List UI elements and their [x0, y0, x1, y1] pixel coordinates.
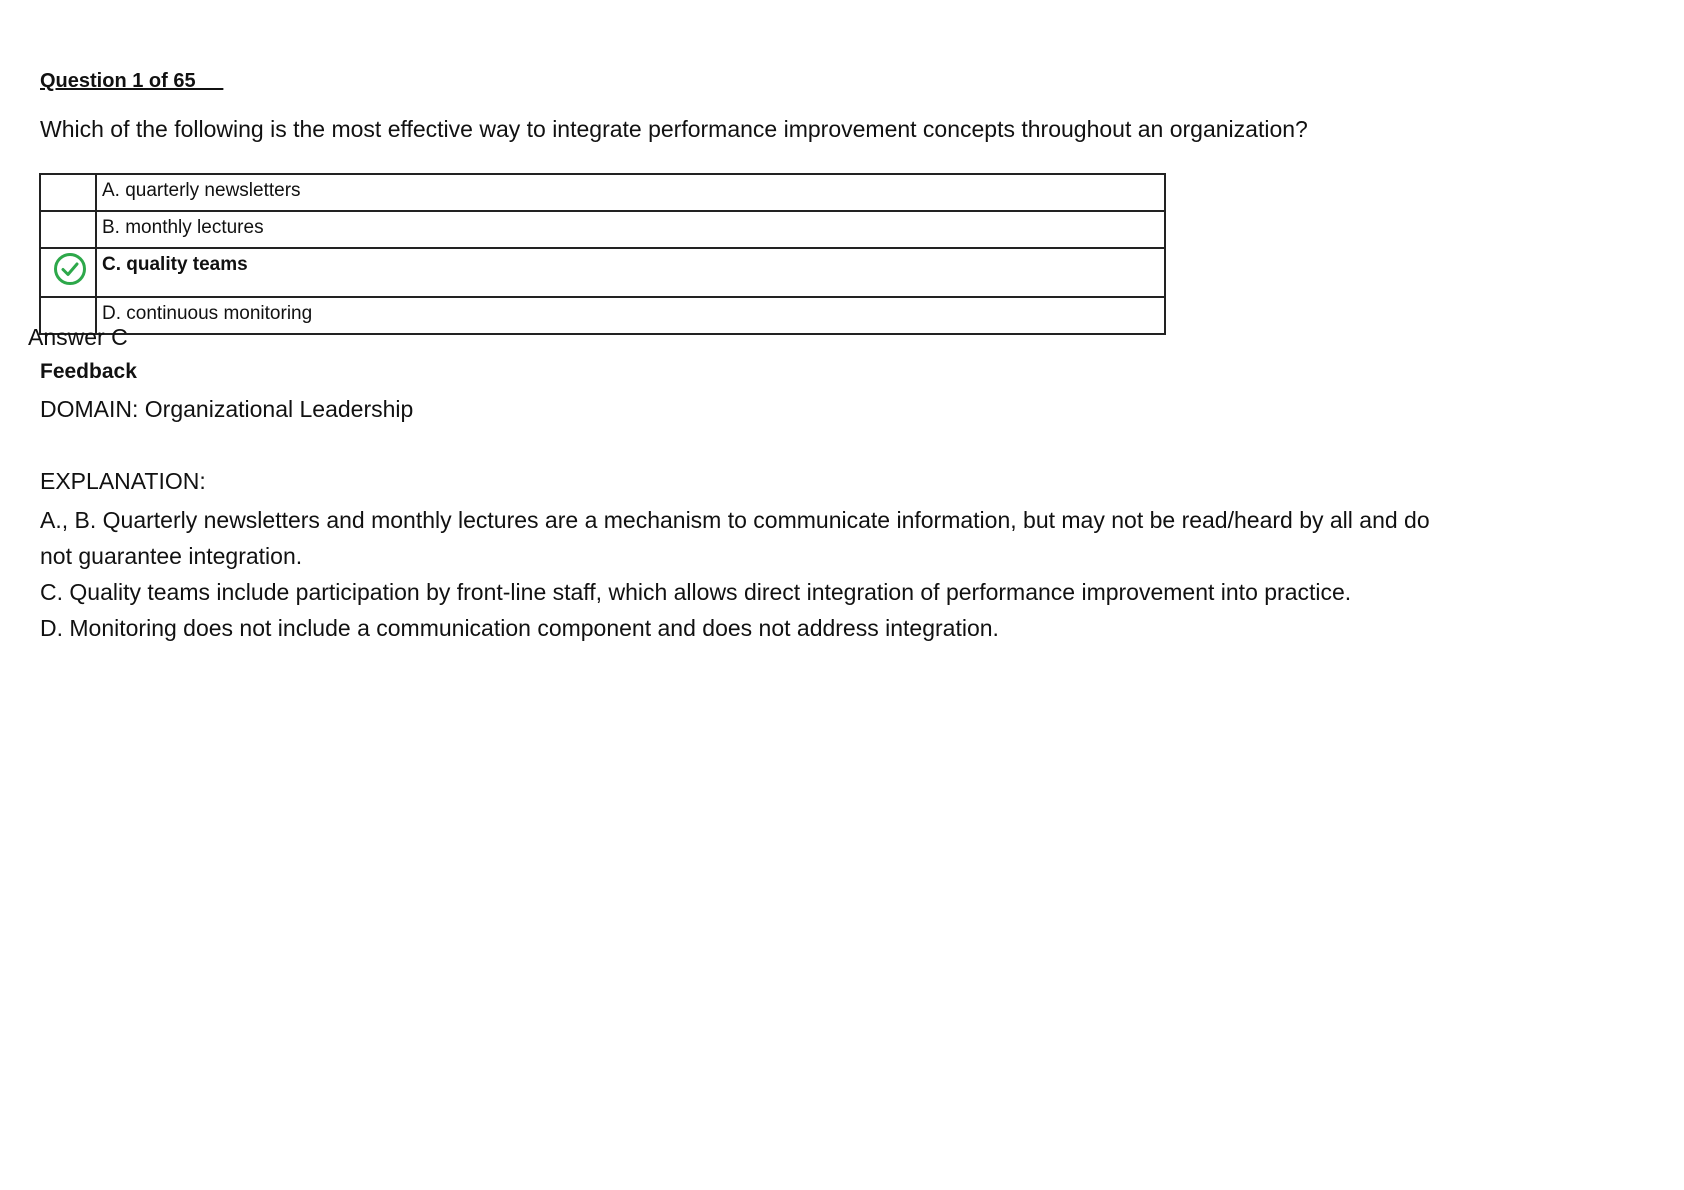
- explanation-body: [40, 502, 1460, 646]
- check-circle-icon: [53, 252, 87, 286]
- option-marker-cell: [40, 248, 96, 297]
- explanation-c: C. Quality teams include participation by front-line staff, which allows direct integration of performance improvement into practice.: [40, 579, 1352, 605]
- answer-text: Answer C: [28, 324, 128, 350]
- feedback-heading: Feedback: [40, 360, 137, 383]
- option-label: D. continuous monitoring: [96, 297, 1165, 334]
- option-label: A. quarterly newsletters: [96, 174, 1165, 211]
- explanation-heading: EXPLANATION:: [40, 468, 206, 494]
- domain-text: DOMAIN: Organizational Leadership: [40, 396, 414, 422]
- answer-options-table: [39, 173, 1166, 335]
- option-label: B. monthly lectures: [96, 211, 1165, 248]
- question-text: Which of the following is the most effective way to integrate performance improvement concepts throughout an organization?: [40, 116, 1308, 142]
- option-row-a[interactable]: [40, 174, 1165, 211]
- option-marker-cell: [40, 211, 96, 248]
- explanation-d: D. Monitoring does not include a communication component and does not address integration.: [40, 615, 999, 641]
- option-row-c[interactable]: [40, 248, 1165, 297]
- option-row-d[interactable]: [40, 297, 1165, 334]
- option-label: C. quality teams: [96, 248, 1165, 297]
- option-marker-cell: [40, 174, 96, 211]
- option-row-b[interactable]: [40, 211, 1165, 248]
- explanation-ab: A., B. Quarterly newsletters and monthly lectures are a mechanism to communicate information, but may not be read/heard by all and do not guarantee integration.: [40, 507, 1430, 569]
- question-header: Question 1 of 65: [40, 70, 224, 92]
